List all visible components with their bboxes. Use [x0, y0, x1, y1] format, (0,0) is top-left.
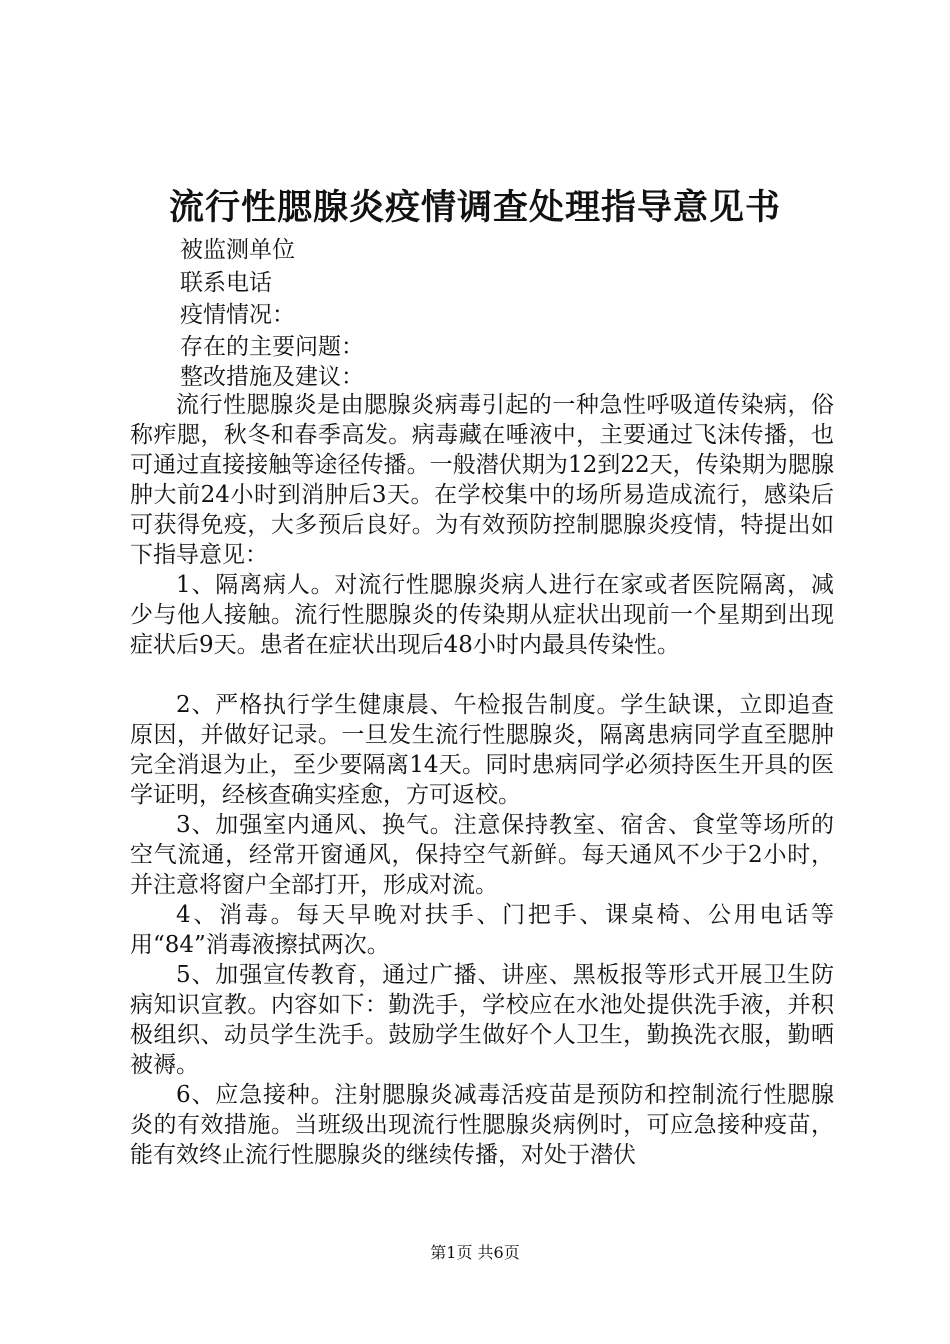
- paragraph-health-check: 2、严格执行学生健康晨、午检报告制度。学生缺课，立即追查原因，并做好记录。一旦发生流行性腮腺炎，隔离患病同学直至腮肿完全消退为止，至少要隔离14天。同时患病同学必须持医生开具的医学证明，经核查确实痊愈，方可返校。: [130, 692, 834, 808]
- paragraph-isolation: 1、隔离病人。对流行性腮腺炎病人进行在家或者医院隔离，减少与他人接触。流行性腮腺炎的传染期从症状出现前一个星期到出现症状后9天。患者在症状出现后48小时内最具传染性。: [130, 572, 834, 658]
- paragraph-education: 5、加强宣传教育，通过广播、讲座、黑板报等形式开展卫生防病知识宣教。内容如下：勤洗手，学校应在水池处提供洗手液，并积极组织、动员学生洗手。鼓励学生做好个人卫生，勤换洗衣服，勤晒被褥。: [130, 962, 834, 1078]
- field-contact-phone: 联系电话: [180, 270, 272, 296]
- paragraph-vaccination: 6、应急接种。注射腮腺炎减毒活疫苗是预防和控制流行性腮腺炎的有效措施。当班级出现流行性腮腺炎病例时，可应急接种疫苗，能有效终止流行性腮腺炎的继续传播，对处于潜伏: [130, 1082, 834, 1168]
- field-epidemic-situation: 疫情情况：: [180, 302, 295, 328]
- paragraph-intro: 流行性腮腺炎是由腮腺炎病毒引起的一种急性呼吸道传染病，俗称痄腮，秋冬和春季高发。病毒藏在唾液中，主要通过飞沫传播，也可通过直接接触等途径传播。一般潜伏期为12到22天，传染期为腮腺肿大前24小时到消肿后3天。在学校集中的场所易造成流行，感染后可获得免疫，大多预后良好。为有效预防控制腮腺炎疫情，特提出如下指导意见：: [130, 392, 834, 568]
- page-number: 第1页 共6页: [430, 1243, 520, 1262]
- document-body: [130, 390, 834, 1170]
- paragraph-spacer: [130, 660, 834, 690]
- field-rectification-measures: 整改措施及建议：: [180, 364, 364, 390]
- field-monitored-unit: 被监测单位: [180, 237, 295, 263]
- field-main-problems: 存在的主要问题：: [180, 334, 364, 360]
- document-title: 流行性腮腺炎疫情调查处理指导意见书: [168, 187, 781, 228]
- paragraph-disinfection: 4、消毒。每天早晚对扶手、门把手、课桌椅、公用电话等用“84”消毒液擦拭两次。: [130, 902, 834, 958]
- paragraph-ventilation: 3、加强室内通风、换气。注意保持教室、宿舍、食堂等场所的空气流通，经常开窗通风，保持空气新鲜。每天通风不少于2小时，并注意将窗户全部打开，形成对流。: [130, 812, 834, 898]
